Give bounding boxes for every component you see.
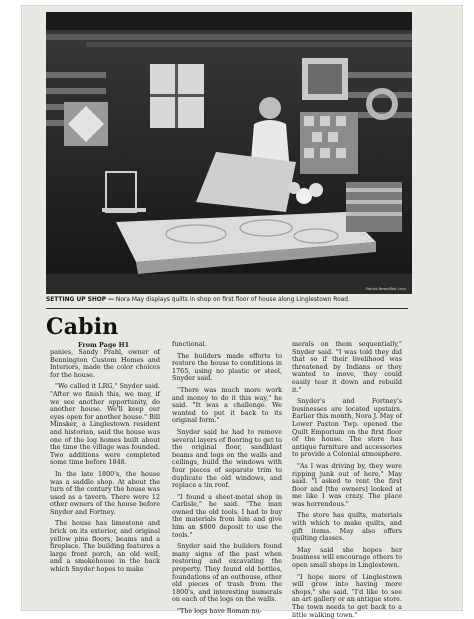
article-column-2: [172, 341, 282, 616]
paragraph: "There was much more work and money to do it this way," he said. "It was a challenge. We wanted to put it back to its original form.": [172, 385, 282, 425]
paragraph: "The logs have Roman nu-: [177, 607, 262, 615]
paragraph: merals on them sequentially," Snyder said. "I was told they did that so if their livelihood was threatened by Indians or they wanted to move, they could easily tear it down and rebuild it.": [292, 340, 402, 394]
paragraph: "As I was driving by, they were ripping junk out of here," May said. "I asked to rent the first floor and [the owners] looked at me like I was crazy. The place was horrendous.": [292, 461, 402, 508]
paragraph: panies, Sandy Prahl, owner of Bennington Custom Homes and Interiors, made the color choices for the house.: [50, 348, 160, 379]
article-photo: [46, 12, 412, 294]
paragraph: Snyder said the builders found many signs of the past when restoring and excavating the property. They found old bottles, foundations of an outhouse, other old pieces of trash from the 1800's, and interesting numerals on each of the logs on the walls.: [172, 542, 282, 604]
article-column-3: [292, 341, 402, 619]
paragraph: functional.: [172, 340, 207, 348]
paragraph: The house has limestone and brick on its exterior, and original yellow pine floors, beams and a fireplace. The building features a large front porch, an old well, and a smokehouse in the back which Snyder hopes to make: [50, 519, 160, 574]
paragraph: "We called it LRG," Snyder said. "After we finish this, we may, if we see another opportunity, do another house. We'll keep our eyes open for another house." Bill Minsker, a Linglestown resident and historian, said the house was one of the log homes built about the time the village was founded. Two additions were completed some time before 1848.: [50, 382, 160, 467]
caption-lead: SETTING UP SHOP —: [46, 297, 115, 303]
article-headline: Cabin: [46, 314, 119, 340]
jump-line: From Page H1: [78, 341, 130, 349]
paragraph: May said she hopes her business will encourage others to open small shops in Linglestown.: [292, 545, 402, 570]
paragraph: Snyder said he had to remove several layers of flooring to get to the original floor, sandblast beams and logs on the walls and ceilings, build the windows with four pieces of separate trim to duplicate the old windows, and replace a tin roof.: [172, 427, 282, 490]
paragraph: "I found a sheet-metal shop in Carlisle," he said. "The man owned the old tools. I had to buy the materials from him and give him an $800 deposit to use the tools.": [172, 492, 282, 539]
paragraph: Snyder's and Fortney's businesses are located upstairs. Earlier this month, Nora J. May of Lower Paxton Twp. opened the Quilt Emporium on the first floor of the house. The store has antique furniture and accessories to provide a Colonial atmosphere.: [292, 397, 402, 459]
photo-credit: Patriot-News/Bob Levy: [365, 287, 406, 291]
photo-caption: [46, 296, 412, 304]
paragraph: "I hope more of Linglestown will grow into having more shops," she said. "I'd like to see an art gallery or an antique store. The town needs to get back to a little walking town.": [292, 572, 402, 619]
paragraph: The builders made efforts to restore the house to conditions in 1765, using no plastic or steel, Snyder said.: [172, 351, 282, 383]
paragraph: The store has quilts, materials with which to make quilts, and gift items. May also offers quilting classes.: [292, 511, 402, 543]
headline-rule: [46, 308, 408, 309]
paragraph: In the late 1800's, the house was a saddle shop. At about the turn of the century the house was used as a tavern. There were 12 other owners of the house before Snyder and Fortney.: [50, 469, 160, 516]
article-column-1: [50, 349, 160, 574]
photo-illustration: [46, 12, 412, 294]
caption-text: Nora May displays quilts in shop on first floor of house along Linglestown Road.: [114, 297, 350, 303]
